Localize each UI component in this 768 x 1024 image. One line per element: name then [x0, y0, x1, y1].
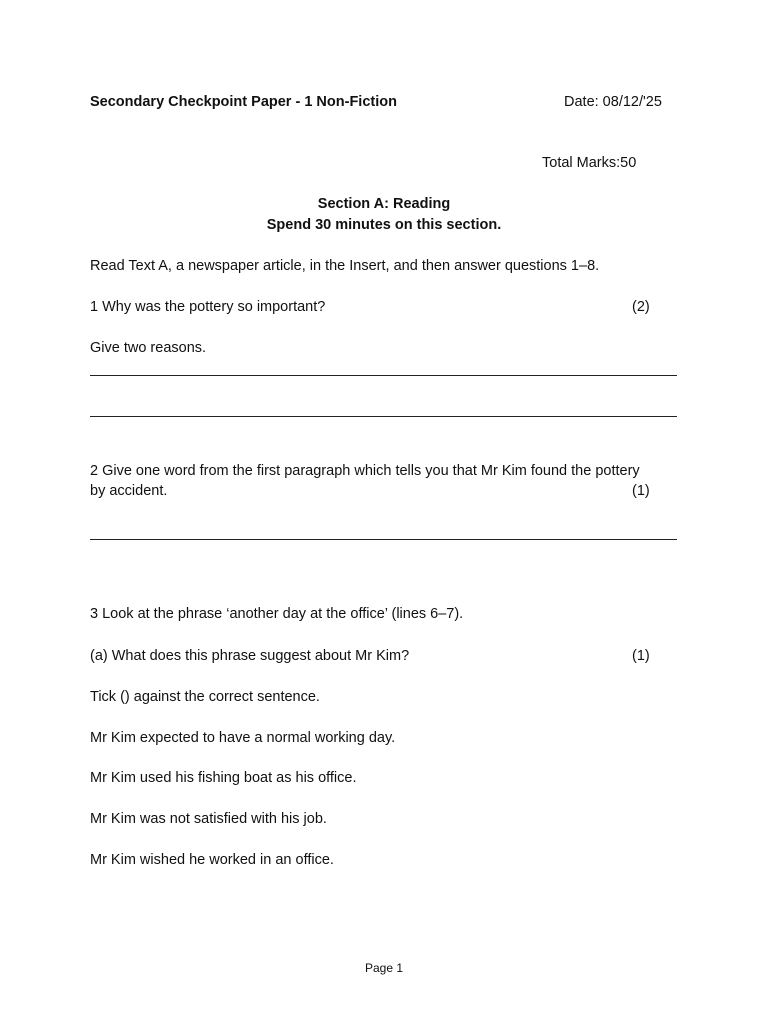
section-heading: Section A: Reading — [317, 196, 451, 212]
answer-line-1b[interactable] — [90, 416, 677, 417]
question-1-sub: Give two reasons. — [90, 340, 207, 356]
section-instruction: Spend 30 minutes on this section. — [266, 217, 502, 233]
option-4[interactable]: Mr Kim wished he worked in an office. — [90, 852, 334, 868]
question-2-marks: (1) — [632, 483, 650, 499]
option-2[interactable]: Mr Kim used his fishing boat as his office. — [90, 770, 357, 786]
option-3[interactable]: Mr Kim was not satisfied with his job. — [90, 811, 327, 827]
question-1: 1 Why was the pottery so important? — [90, 299, 326, 315]
exam-date: Date: 08/12/'25 — [564, 94, 662, 110]
option-1[interactable]: Mr Kim expected to have a normal working day. — [90, 730, 396, 746]
answer-line-1a[interactable] — [90, 375, 677, 376]
question-2-line-1: 2 Give one word from the first paragraph which tells you that Mr Kim found the pottery — [90, 463, 640, 479]
question-3a: (a) What does this phrase suggest about Mr Kim? — [90, 648, 410, 664]
question-3: 3 Look at the phrase ‘another day at the office’ (lines 6–7). — [90, 606, 464, 622]
question-2-line-2: by accident. — [90, 483, 168, 499]
page-number: Page 1 — [364, 961, 404, 975]
question-1-marks: (2) — [632, 299, 650, 315]
answer-line-2[interactable] — [90, 539, 677, 540]
question-3a-marks: (1) — [632, 648, 650, 664]
paper-title: Secondary Checkpoint Paper - 1 Non-Fiction — [90, 94, 397, 110]
intro-text: Read Text A, a newspaper article, in the Insert, and then answer questions 1–8. — [90, 258, 600, 274]
tick-instruction: Tick () against the correct sentence. — [90, 689, 320, 705]
total-marks: Total Marks:50 — [542, 155, 637, 171]
